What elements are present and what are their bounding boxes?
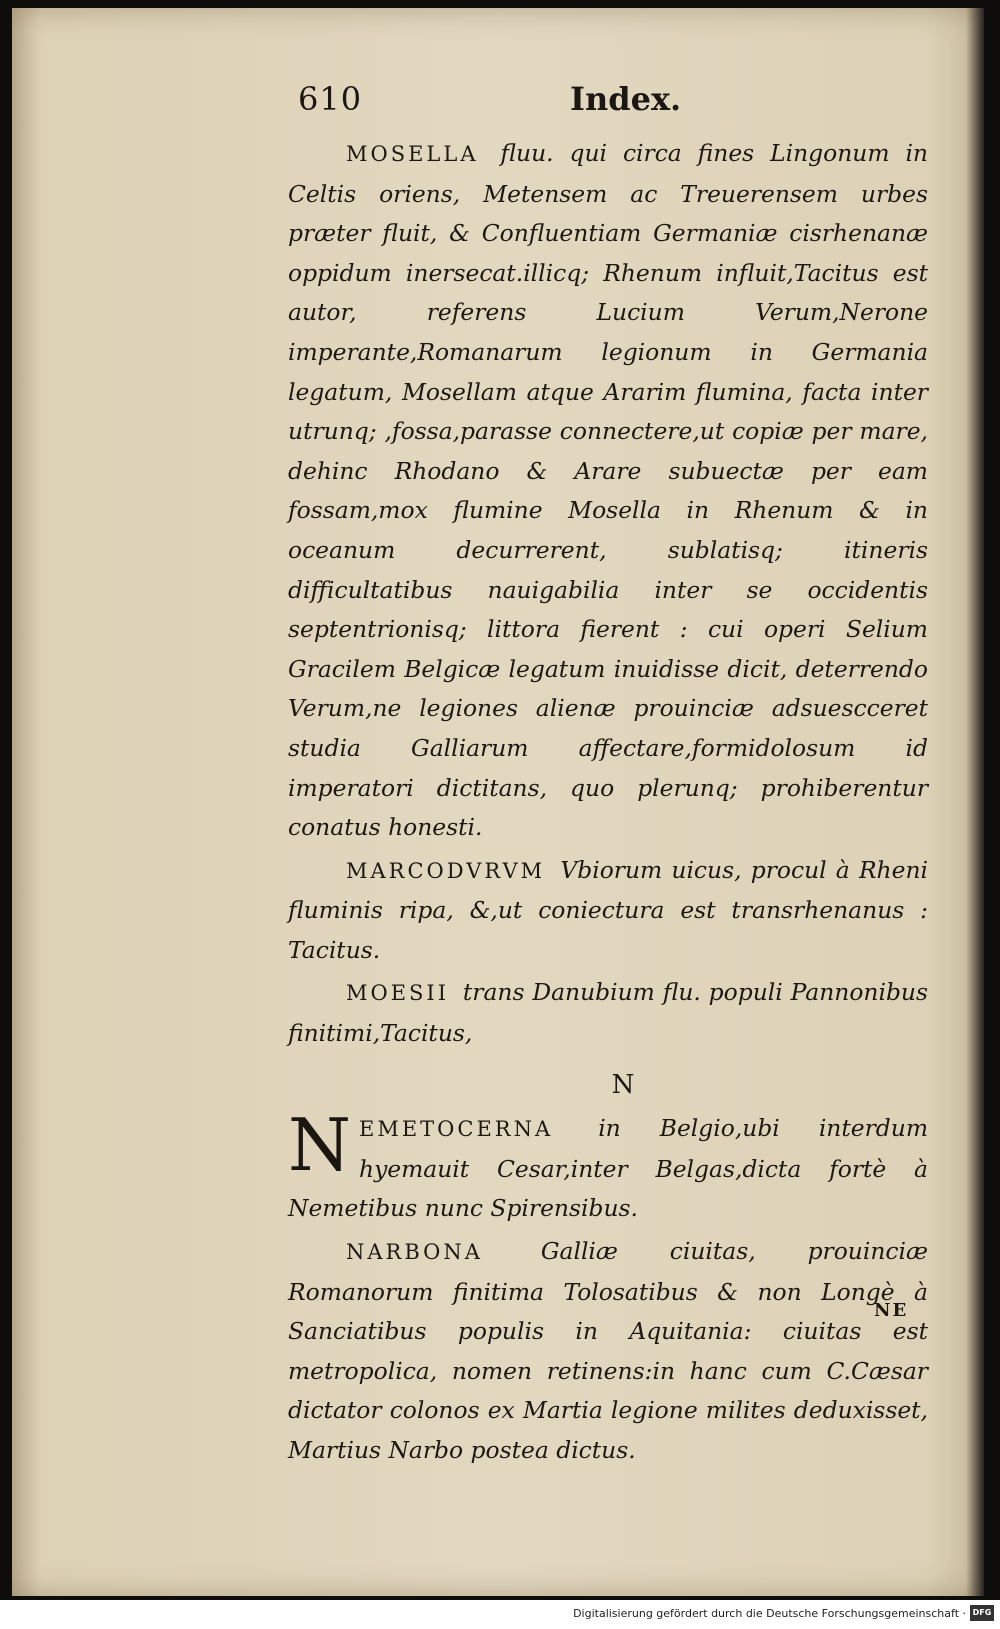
entry-text: in Belgio,ubi interdum hyemauit Cesar,inter Belgas,dicta fortè à Nemetibus nunc Spirensibus.	[288, 1114, 929, 1223]
index-entry-marcodvrvm	[288, 851, 928, 971]
entry-text: fluu. qui circa fines Lingonum in Celtis oriens, Metensem ac Treuerensem urbes præter fluit, & Confluentiam Germaniæ cisrhenanæ oppidum inersecat.illicq; Rhenum influit,Tacitus est autor, referens Lucium Verum,Nerone imperante,Romanarum legionum in Germania legatum, Mosellam atque Ararim flumina, facta inter utrunq; ,fossa,parasse connectere,ut copiæ per mare, dehinc Rhodano & Arare subuectæ per eam fossam,mox flumine Mosella in Rhenum & in oceanum decurrerent, sublatisq; itineris difficultatibus nauigabilia inter se occidentis septentrionisq; littora fierent : cui operi Selium Gracilem Belgicæ legatum inuidisse dicit, deterrendo Verum,ne legiones alienæ prouinciæ adsuescceret studia Galliarum affectare,formidolosum id imperatori dictitans, quo plerunq; prohiberentur conatus honesti.	[288, 139, 928, 842]
entry-lemma: NARBONA	[346, 1240, 483, 1265]
page-header	[298, 80, 682, 124]
entry-text: trans Danubium flu. populi Pannonibus finitimi,Tacitus,	[288, 978, 929, 1048]
entry-lemma: EMETOCERNA	[359, 1117, 554, 1142]
entry-text: Galliæ ciuitas, prouinciæ Romanorum finitima Tolosatibus & non Longè à Sanciatibus populis in Aquitania: ciuitas est metropolica, nomen retinens:in hanc cum C.Cæsar dictator colonos ex Martia legione milites deduxisset, Martius Narbo postea dictus.	[288, 1237, 928, 1464]
page-number: 610	[298, 80, 363, 118]
catchword: NE	[874, 1300, 909, 1321]
section-letter-heading: N	[611, 1069, 635, 1100]
drop-cap-initial: N	[288, 1103, 351, 1188]
index-entry-mosella	[288, 134, 928, 848]
funding-credit: Digitalisierung gefördert durch die Deutsche Forschungsgemeinschaft ·	[573, 1607, 966, 1620]
dfg-logo-icon: DFG	[970, 1605, 994, 1621]
index-entry-nemetocerna	[288, 1103, 929, 1229]
entry-text: Vbiorum uicus, procul à Rheni fluminis ripa, &,ut coniectura est transrhenanus : Tacitus.	[288, 855, 929, 964]
page-edge-shadow	[966, 8, 984, 1596]
digitization-footer	[0, 1600, 1000, 1629]
entry-lemma: MARCODVRVM	[346, 858, 546, 883]
index-text-block	[288, 134, 928, 1474]
index-entry-moesii	[288, 973, 928, 1053]
running-head: Index.	[570, 80, 682, 118]
entry-lemma: MOSELLA	[346, 142, 479, 166]
index-entry-narbona	[288, 1232, 928, 1471]
entry-lemma: MOESII	[346, 981, 450, 1006]
